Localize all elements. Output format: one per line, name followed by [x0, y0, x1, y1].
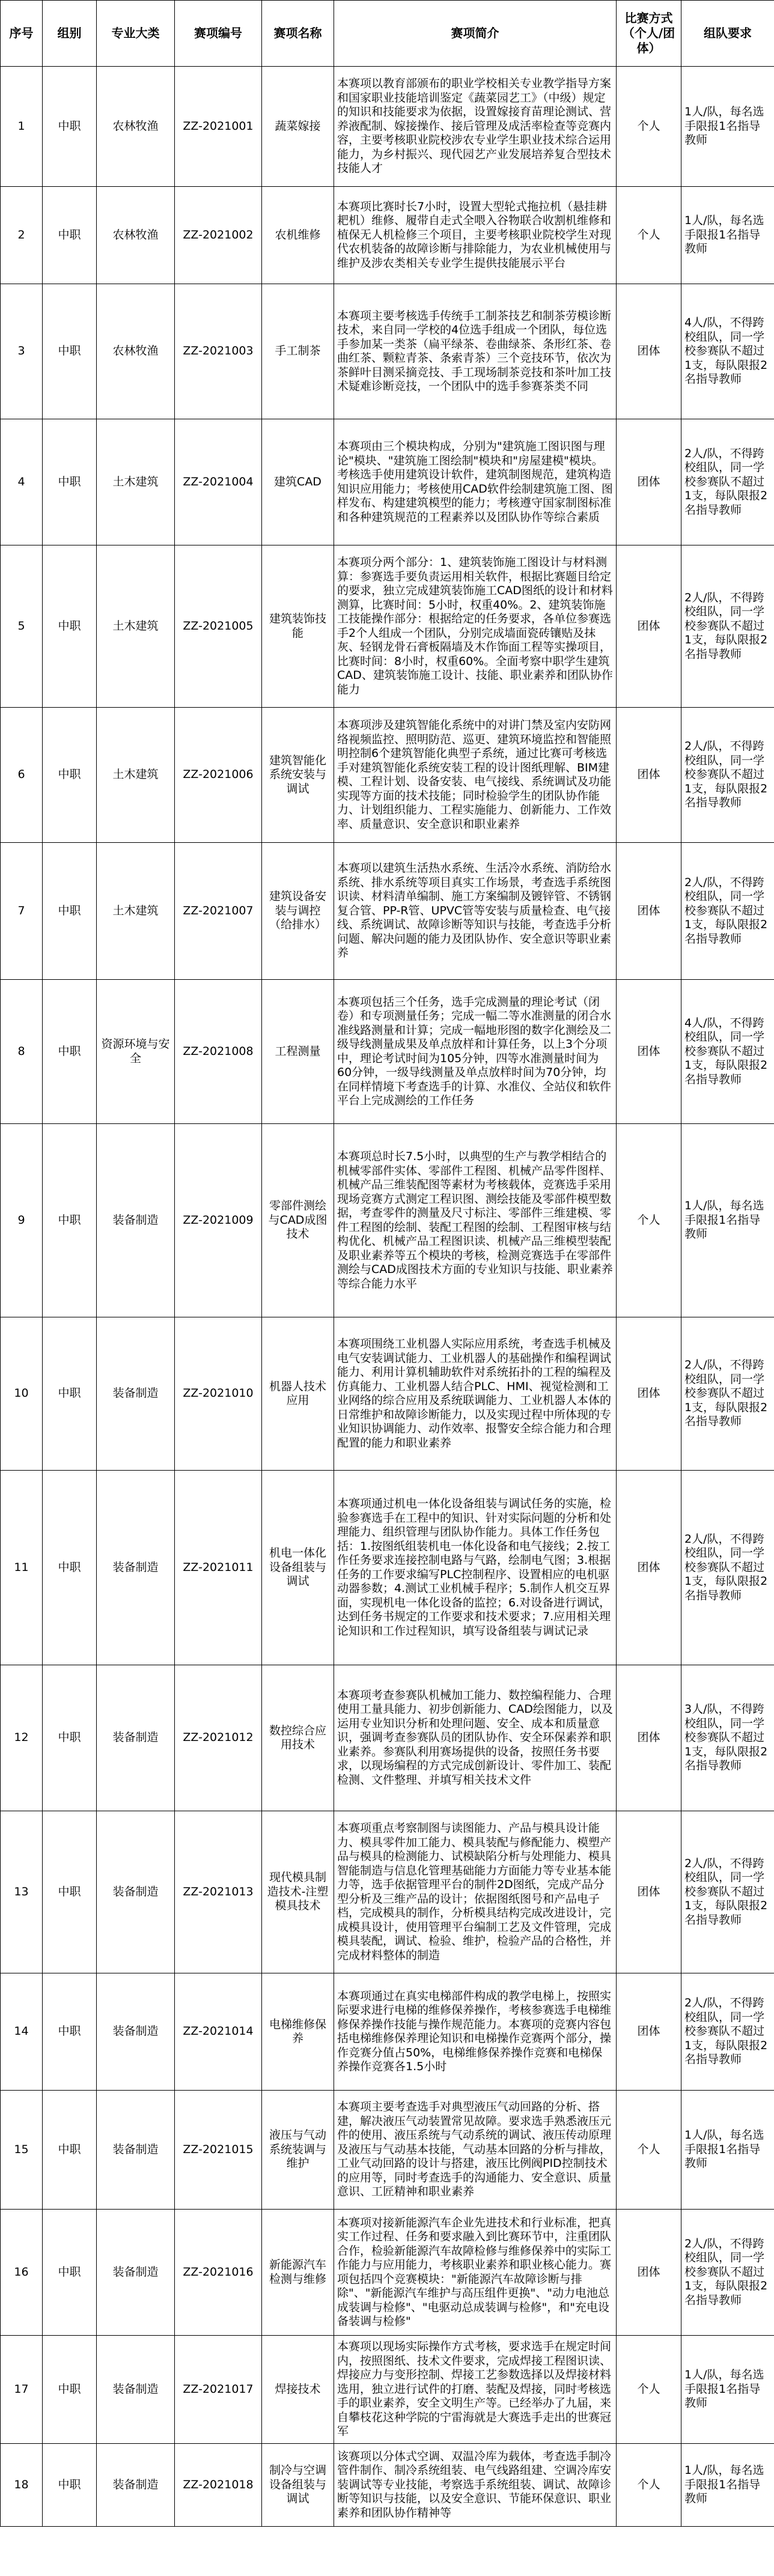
cell-category: 装备制造 [97, 1811, 175, 1973]
cell-mode: 团体 [617, 843, 681, 980]
cell-org: 2人/队，不得跨校组队，同一学校参赛队不超过1支，每队限报2名指导教师 [681, 419, 774, 545]
cell-group: 中职 [43, 1317, 97, 1471]
cell-desc: 本赛项以建筑生活热水系统、生活冷水系统、消防给水系统、排水系统等项目真实工作场景，考查选手系统图识读、材料清单编制、施工方案编制及镀锌管、不锈钢复合管、PP-R管、UPVC管等安装与质量检查、电气接线、系统调试、故障诊断等知识与技能，考查选手分析问题、解决问题的能力及团队协作、安全意识等职业素养 [334, 843, 617, 980]
cell-group: 中职 [43, 1471, 97, 1665]
cell-no: 16 [1, 2210, 43, 2336]
cell-group: 中职 [43, 1973, 97, 2091]
cell-mode: 个人 [617, 2444, 681, 2527]
cell-group: 中职 [43, 2210, 97, 2336]
cell-code: ZZ-2021011 [175, 1471, 262, 1665]
cell-org: 4人/队，不得跨校组队，同一学校参赛队不超过1支，每队限报2名指导教师 [681, 284, 774, 419]
cell-name: 制冷与空调设备组装与调试 [262, 2444, 334, 2527]
table-row [1, 708, 774, 843]
cell-name: 零部件测绘与CAD成图技术 [262, 1124, 334, 1317]
cell-name: 焊接技术 [262, 2336, 334, 2444]
cell-no: 8 [1, 980, 43, 1124]
cell-code: ZZ-2021016 [175, 2210, 262, 2336]
table-header-row [1, 1, 774, 67]
cell-name: 农机维修 [262, 187, 334, 284]
cell-code: ZZ-2021012 [175, 1665, 262, 1811]
cell-desc: 本赛项比赛时长7小时，设置大型轮式拖拉机（悬挂耕耙机）维修、履带自走式全喂入谷物联合收割机维修和植保无人机检修三个项目，主要考核职业院校学生对现代农机装备的故障诊断与排除能力，为农业机械使用与维护及涉农类相关专业学生提供技能展示平台 [334, 187, 617, 284]
cell-category: 装备制造 [97, 1665, 175, 1811]
cell-group: 中职 [43, 2091, 97, 2210]
cell-desc: 本赛项通过在真实电梯部件构成的教学电梯上，按照实际要求进行电梯的维修保养操作，考核参赛选手电梯维修保养操作技能与操作规范能力。本赛项的竞赛内容包括电梯维修保养理论知识和电梯操作竞赛两个部分，操作竞赛分值占50%，电梯维修保养操作竞赛和电梯保养操作竞赛各1.5小时 [334, 1973, 617, 2091]
cell-no: 4 [1, 419, 43, 545]
cell-desc: 本赛项对接新能源汽车企业先进技术和行业标准，把真实工作过程、任务和要求融入到比赛环节中，注重团队合作，检验新能源汽车故障检修与维修保养中的实际工作能力与应用能力，考核职业素养和职业核心能力。赛项包括四个竞赛模块："新能源汽车故障诊断与排除"、"新能源汽车维护与高压组件更换"、"动力电池总成装调与检修"、"电驱动总成装调与检修"，和"充电设备装调与检修" [334, 2210, 617, 2336]
cell-mode: 团体 [617, 2210, 681, 2336]
cell-no: 12 [1, 1665, 43, 1811]
cell-name: 蔬菜嫁接 [262, 67, 334, 187]
cell-name: 建筑装饰技能 [262, 545, 334, 708]
cell-mode: 团体 [617, 419, 681, 545]
cell-no: 9 [1, 1124, 43, 1317]
cell-desc: 本赛项重点考察制图与读图能力、产品与模具设计能力、模具零件加工能力、模具装配与修配能力、模塑产品与模具的检测能力、试模缺陷分析与处理能力、模具智能制造与信息化管理基础能力方面能力等专业基本能力等，选手依据管理平台的制件2D图纸，完成产品分型分析及三维产品的设计；依据图纸图号和产品电子档，完成模具的制作，分析模具结构完成改进设计，完成模具设计，使用管理平台编制工艺及文件管理，完成模具装配，调试、检验、维护，检验产品的合格性，并完成材料整体的制造 [334, 1811, 617, 1973]
header-no: 序号 [1, 1, 43, 67]
cell-code: ZZ-2021001 [175, 67, 262, 187]
table-row [1, 187, 774, 284]
cell-category: 农林牧渔 [97, 187, 175, 284]
table-row [1, 419, 774, 545]
cell-mode: 团体 [617, 708, 681, 843]
cell-code: ZZ-2021006 [175, 708, 262, 843]
cell-group: 中职 [43, 419, 97, 545]
cell-code: ZZ-2021007 [175, 843, 262, 980]
cell-name: 数控综合应用技术 [262, 1665, 334, 1811]
cell-code: ZZ-2021005 [175, 545, 262, 708]
cell-group: 中职 [43, 187, 97, 284]
table-row [1, 67, 774, 187]
cell-category: 农林牧渔 [97, 284, 175, 419]
cell-code: ZZ-2021009 [175, 1124, 262, 1317]
cell-group: 中职 [43, 1811, 97, 1973]
cell-no: 1 [1, 67, 43, 187]
cell-name: 建筑设备安装与调控（给排水） [262, 843, 334, 980]
cell-mode: 个人 [617, 187, 681, 284]
cell-org: 2人/队，不得跨校组队，同一学校参赛队不超过1支，每队限报2名指导教师 [681, 1811, 774, 1973]
cell-no: 7 [1, 843, 43, 980]
cell-name: 机电一体化设备组装与调试 [262, 1471, 334, 1665]
cell-no: 10 [1, 1317, 43, 1471]
table-row [1, 1665, 774, 1811]
cell-desc: 本赛项围绕工业机器人实际应用系统，考查选手机械及电气安装调试能力、工业机器人的基础操作和编程调试能力、利用计算机辅助软件对系统拓扑的工程的编程及仿真能力、工业机器人结合PLC、HMI、视觉检测和工业网络的综合应用及系统联调能力、工业机器人本体的日常维护和故障诊断能力，以及实现过程中所体现的专业知识协调能力、动作效率、报警安全综合能力和合理配置的能力和职业素养 [334, 1317, 617, 1471]
cell-mode: 团体 [617, 1471, 681, 1665]
cell-name: 新能源汽车检测与维修 [262, 2210, 334, 2336]
cell-code: ZZ-2021008 [175, 980, 262, 1124]
cell-category: 装备制造 [97, 1973, 175, 2091]
header-group: 组别 [43, 1, 97, 67]
cell-desc: 本赛项考查参赛队机械加工能力、数控编程能力、合理使用工量具能力、初步创新能力、CAD绘图能力，以及运用专业知识分析和处理问题、安全、成本和质量意识，强调考查参赛队员的团队协作、安全环保素养和职业素养。参赛队利用赛场提供的设备，按照任务书要求，以现场编程的方式完成创新设计、零件加工、装配检测、文件整理、并填写相关技术文件 [334, 1665, 617, 1811]
table-row [1, 284, 774, 419]
cell-code: ZZ-2021014 [175, 1973, 262, 2091]
header-org: 组队要求 [681, 1, 774, 67]
cell-category: 装备制造 [97, 2210, 175, 2336]
cell-mode: 个人 [617, 67, 681, 187]
cell-name: 现代模具制造技术-注塑模具技术 [262, 1811, 334, 1973]
cell-mode: 团体 [617, 1811, 681, 1973]
cell-code: ZZ-2021004 [175, 419, 262, 545]
cell-code: ZZ-2021002 [175, 187, 262, 284]
cell-group: 中职 [43, 843, 97, 980]
header-name: 赛项名称 [262, 1, 334, 67]
cell-mode: 团体 [617, 980, 681, 1124]
table-row [1, 2444, 774, 2527]
cell-code: ZZ-2021015 [175, 2091, 262, 2210]
cell-desc: 本赛项分两个部分：1、建筑装饰施工图设计与材料测算：参赛选手要负责运用相关软件，根据比赛题目给定的要求，独立完成建筑装饰施工CAD图纸的设计和材料测算，比赛时间：5小时，权重40%。2、建筑装饰施工技能操作部分：根据给定的任务要求，各单位参赛选手2个人组成一个团队，分别完成墙面瓷砖镶贴及抹灰、轻钢龙骨石膏板隔墙及木作饰面工程等实操项目，比赛时间：8小时，权重60%。全面考察中职学生建筑CAD、建筑装饰施工设计、技能、职业素养和团队协作能力 [334, 545, 617, 708]
cell-org: 2人/队，不得跨校组队，同一学校参赛队不超过1支，每队限报2名指导教师 [681, 843, 774, 980]
cell-org: 1人/队，每名选手限报1名指导教师 [681, 2444, 774, 2527]
cell-name: 电梯维修保养 [262, 1973, 334, 2091]
cell-mode: 个人 [617, 2091, 681, 2210]
cell-name: 建筑智能化系统安装与调试 [262, 708, 334, 843]
cell-category: 土木建筑 [97, 843, 175, 980]
cell-group: 中职 [43, 2336, 97, 2444]
cell-mode: 团体 [617, 1317, 681, 1471]
cell-desc: 本赛项涉及建筑智能化系统中的对讲门禁及室内安防网络视频监控、照明防范、巡更、建筑环境监控和智能照明控制6个建筑智能化典型子系统，通过比赛可考核选手对建筑智能化系统安装工程的设计图纸理解、BIM建模、工程计划、设备安装、电气接线、系统调试及功能实现等方面的技术技能；同时检验学生的团队协作能力、计划组织能力、工程实施能力、创新能力、工作效率、质量意识、安全意识和职业素养 [334, 708, 617, 843]
cell-category: 土木建筑 [97, 419, 175, 545]
cell-no: 13 [1, 1811, 43, 1973]
cell-org: 2人/队，不得跨校组队，同一学校参赛队不超过1支，每队限报2名指导教师 [681, 545, 774, 708]
cell-group: 中职 [43, 1124, 97, 1317]
cell-mode: 个人 [617, 1124, 681, 1317]
cell-no: 15 [1, 2091, 43, 2210]
header-desc: 赛项简介 [334, 1, 617, 67]
table-row [1, 1124, 774, 1317]
cell-no: 14 [1, 1973, 43, 2091]
cell-desc: 本赛项主要考核选手传统手工制茶技艺和制茶劳模诊断技术，来自同一学校的4位选手组成一个团队，每位选手参加某一类茶（扁平绿茶、卷曲绿茶、条形红茶、卷曲红茶、颗粒青茶、条索青茶）三个竞技环节，依次为茶鲜叶目测采摘竞技、手工现场制茶竞技和茶叶加工技术疑难诊断竞技，一个团队中的选手参赛茶类不同 [334, 284, 617, 419]
cell-org: 3人/队，不得跨校组队，同一学校参赛队不超过1支，每队限报2名指导教师 [681, 1665, 774, 1811]
cell-group: 中职 [43, 2444, 97, 2527]
cell-category: 装备制造 [97, 1124, 175, 1317]
cell-group: 中职 [43, 980, 97, 1124]
table-row [1, 545, 774, 708]
cell-desc: 本赛项以教育部颁布的职业学校相关专业教学指导方案和国家职业技能培训鉴定《蔬菜园艺工》（中级）规定的知识和技能要求为依据，设置嫁接育苗理论测试、营养液配制、嫁接操作、接后管理及成活率检查等竞赛内容，主要考核职业院校涉农专业学生职业技术综合运用能力，为乡村振兴、现代园艺产业发展培养复合型技术技能人才 [334, 67, 617, 187]
cell-name: 建筑CAD [262, 419, 334, 545]
cell-desc: 本赛项总时长7.5小时，以典型的生产与教学相结合的机械零部件实体、零部件工程图、机械产品零件图样、机械产品三维装配图等素材为考核载体，竞赛选手采用现场竞赛方式测定工程识图、测绘技能及零部件模型数据，考查零件的测量及尺寸标注、零部件三维建模、零件工程图的绘制、装配工程图的绘制、工程图审核与结构优化、机械产品工程图识读、机械产品三维模型装配及职业素养等五个模块的考核，检测竞赛选手在零部件测绘与CAD成图技术方面的专业知识与技能、职业素养等综合能力水平 [334, 1124, 617, 1317]
cell-group: 中职 [43, 67, 97, 187]
cell-code: ZZ-2021010 [175, 1317, 262, 1471]
cell-mode: 团体 [617, 545, 681, 708]
cell-org: 1人/队，每名选手限报1名指导教师 [681, 2091, 774, 2210]
table-row [1, 1317, 774, 1471]
cell-category: 资源环境与安全 [97, 980, 175, 1124]
header-code: 赛项编号 [175, 1, 262, 67]
cell-name: 机器人技术应用 [262, 1317, 334, 1471]
cell-org: 2人/队，不得跨校组队，同一学校参赛队不超过1支，每队限报2名指导教师 [681, 1317, 774, 1471]
cell-name: 液压与气动系统装调与维护 [262, 2091, 334, 2210]
cell-category: 土木建筑 [97, 545, 175, 708]
cell-org: 2人/队，不得跨校组队，同一学校参赛队不超过1支，每队限报2名指导教师 [681, 1973, 774, 2091]
cell-code: ZZ-2021018 [175, 2444, 262, 2527]
cell-no: 11 [1, 1471, 43, 1665]
cell-org: 4人/队，不得跨校组队，同一学校参赛队不超过1支，每队限报2名指导教师 [681, 980, 774, 1124]
cell-category: 农林牧渔 [97, 67, 175, 187]
table-row [1, 1973, 774, 2091]
cell-mode: 团体 [617, 1973, 681, 2091]
cell-group: 中职 [43, 708, 97, 843]
cell-mode: 团体 [617, 1665, 681, 1811]
cell-desc: 本赛项包括三个任务，选手完成测量的理论考试（闭卷）和专项测量任务；完成一幅二等水准测量的闭合水准线路测量和计算；完成一幅地形图的数字化测绘及二级导线测量成果及单点放样和计算任务，以上3个分项中，理论考试时间为105分钟，四等水准测量时间为60分钟，一级导线测量及单点放样时间为70分钟，均在同样情境下考查选手的计算、水准仪、全站仪和软件平台上完成测绘的工作任务 [334, 980, 617, 1124]
cell-org: 1人/队，每名选手限报1名指导教师 [681, 1124, 774, 1317]
cell-category: 装备制造 [97, 1471, 175, 1665]
cell-mode: 个人 [617, 2336, 681, 2444]
cell-group: 中职 [43, 284, 97, 419]
cell-mode: 团体 [617, 284, 681, 419]
cell-code: ZZ-2021013 [175, 1811, 262, 1973]
table-row [1, 2336, 774, 2444]
cell-org: 1人/队，每名选手限报1名指导教师 [681, 2336, 774, 2444]
cell-group: 中职 [43, 1665, 97, 1811]
cell-no: 5 [1, 545, 43, 708]
cell-org: 2人/队，不得跨校组队，同一学校参赛队不超过1支，每队限报2名指导教师 [681, 1471, 774, 1665]
cell-org: 2人/队，不得跨校组队，同一学校参赛队不超过1支，每队限报2名指导教师 [681, 2210, 774, 2336]
cell-org: 1人/队，每名选手限报1名指导教师 [681, 187, 774, 284]
cell-no: 3 [1, 284, 43, 419]
header-mode: 比赛方式（个人/团体） [617, 1, 681, 67]
header-category: 专业大类 [97, 1, 175, 67]
table-row [1, 980, 774, 1124]
cell-category: 装备制造 [97, 2444, 175, 2527]
table-row [1, 1471, 774, 1665]
cell-group: 中职 [43, 545, 97, 708]
cell-no: 17 [1, 2336, 43, 2444]
cell-category: 装备制造 [97, 2336, 175, 2444]
cell-code: ZZ-2021017 [175, 2336, 262, 2444]
cell-desc: 本赛项通过机电一体化设备组装与调试任务的实施，检验参赛选手在工程中的知识、针对实际问题的分析和处理能力、组织管理与团队协作能力。具体工作任务包括：1.按图纸组装机电一体化设备和电气接线；2.按工作任务要求连接控制电路与气路，绘制电气图；3.根据任务的工作要求编写PLC控制程序、设置相应的电机驱动器参数；4.测试工业机械手程序；5.制作人机交互界面，实现机电一体化设备的监控；6.对设备进行调试，达到任务书规定的工作要求和技术要求；7.应用相关理论知识和工作过程知识，填写设备组装与调试记录 [334, 1471, 617, 1665]
cell-no: 6 [1, 708, 43, 843]
table-row [1, 2091, 774, 2210]
cell-category: 土木建筑 [97, 708, 175, 843]
cell-no: 2 [1, 187, 43, 284]
cell-name: 手工制茶 [262, 284, 334, 419]
cell-category: 装备制造 [97, 2091, 175, 2210]
table-body [1, 67, 774, 2527]
cell-code: ZZ-2021003 [175, 284, 262, 419]
cell-org: 2人/队，不得跨校组队，同一学校参赛队不超过1支，每队限报2名指导教师 [681, 708, 774, 843]
cell-org: 1人/队，每名选手限报1名指导教师 [681, 67, 774, 187]
cell-category: 装备制造 [97, 1317, 175, 1471]
table-row [1, 2210, 774, 2336]
cell-desc: 本赛项以现场实际操作方式考核，要求选手在规定时间内，按照图纸、技术文件要求，完成焊接工程图识读、焊接应力与变形控制、焊接工艺参数选择以及焊接材料选用，独立进行试件的打磨、装配及焊接，同时考核选手的职业素养，安全文明生产等。已经举办了九届，来自攀枝花这种学院的宁雷海就是大赛选手走出的世赛冠军 [334, 2336, 617, 2444]
table-row [1, 843, 774, 980]
table-row [1, 1811, 774, 1973]
cell-desc: 本赛项由三个模块构成，分别为"建筑施工图识图与理论"模块、"建筑施工图绘制"模块和"房屋建模"模块。考核选手使用建筑设计软件，建筑制图规范，建筑构造知识应用能力；考核使用CAD软件绘制建筑施工图、图样发布、构建建筑模型的能力；考核遵守国家制图标准和各种建筑规范的工程素养以及团队协作等综合素质 [334, 419, 617, 545]
cell-no: 18 [1, 2444, 43, 2527]
cell-name: 工程测量 [262, 980, 334, 1124]
cell-desc: 该赛项以分体式空调、双温冷库为载体，考查选手制冷管件制作、制冷系统组装、电气线路组建、空调冷库安装调试等专业技能，考察选手系统组装、调试、故障诊断等知识与技能，以及安全意识、节能环保意识、职业素养和团队协作精神等 [334, 2444, 617, 2527]
cell-desc: 本赛项主要考查选手对典型液压气动回路的分析、搭建，解决液压气动装置常见故障。要求选手熟悉液压元件的使用、液压系统与气动系统的调试、液压传动原理及液压与气动基本技能，气动基本回路的分析与排故，工业气动回路的设计与搭建，液压比例阀PID控制技术的应用等，同时考查选手的沟通能力、安全意识、质量意识、工匠精神和职业素养 [334, 2091, 617, 2210]
